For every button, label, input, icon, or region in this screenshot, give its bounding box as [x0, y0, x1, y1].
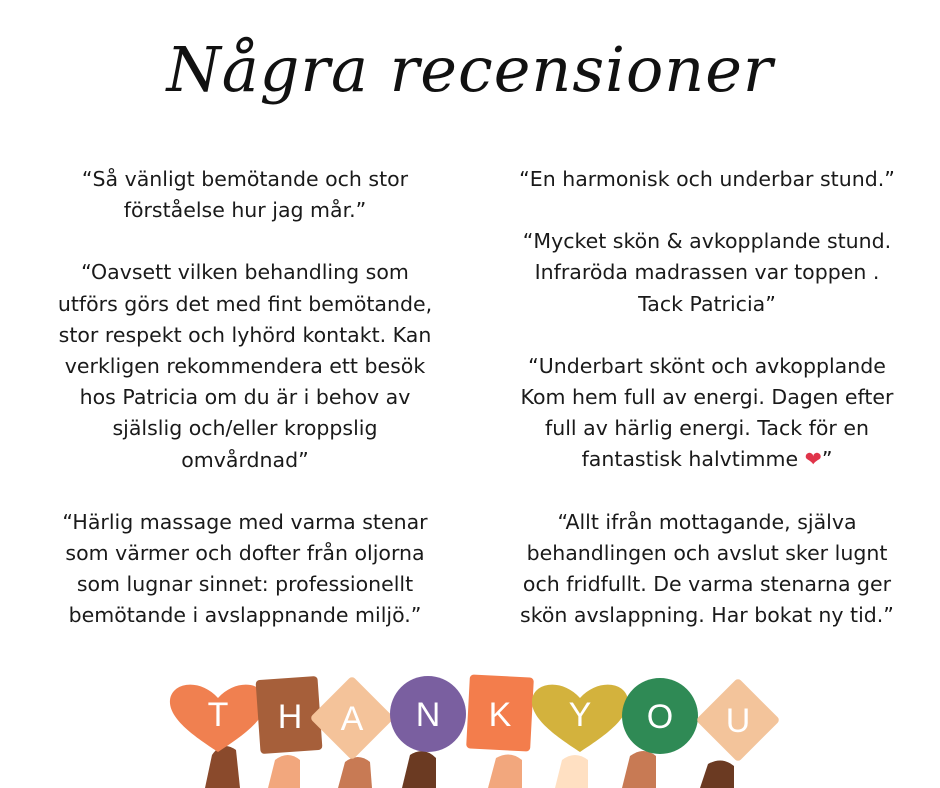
page-title: Några recensioner [166, 33, 774, 106]
thank-you-illustration [0, 660, 940, 788]
hand-icon [622, 751, 656, 788]
review-line: förståelse hur jag mår.” [123, 198, 367, 223]
card-letter: T [207, 696, 229, 734]
review-card [497, 164, 917, 195]
review-line: “Så vänligt bemötande och stor [81, 167, 409, 191]
review-line: omvårdnad” [181, 447, 309, 472]
review-line: skön avslappning. Har bokat ny tid.” [520, 603, 894, 628]
review-line-text: fantastisk halvtimme [581, 447, 799, 472]
closing-quote: ” [821, 447, 833, 472]
review-line: Infraröda madrassen var toppen . [534, 260, 880, 285]
review-line: utförs görs det med fint bemötande, [57, 291, 433, 316]
card-letter: O [646, 698, 674, 736]
review-line: “Mycket skön & avkopplande stund. [522, 229, 892, 254]
review-line: som värmer och dofter från oljorna [65, 541, 425, 566]
review-card [497, 351, 917, 476]
review-card [497, 226, 917, 320]
review-card [35, 257, 455, 475]
review-line: “Allt ifrån mottagande, själva [557, 509, 857, 534]
hand-icon [700, 760, 734, 788]
review-line: full av härlig energi. Tack för en [545, 416, 869, 441]
review-line: “Härlig massage med varma stenar [62, 509, 428, 534]
reviews-column-left [35, 164, 455, 663]
card-letter: K [488, 696, 512, 734]
card-letter: N [415, 696, 441, 734]
review-card [497, 507, 917, 632]
card-letter: H [277, 698, 303, 736]
review-card [35, 164, 455, 226]
review-line: behandlingen och avslut sker lugnt [526, 540, 888, 565]
review-line [497, 444, 917, 475]
review-line: hos Patricia om du är i behov av [79, 385, 411, 410]
review-line: själslig och/eller kroppslig [112, 416, 378, 441]
card-letter: A [340, 700, 364, 738]
review-line: som lugnar sinnet: professionellt [76, 572, 414, 597]
hand-icon [555, 755, 588, 788]
review-line: “Underbart skönt och avkopplande [528, 353, 886, 378]
heart-icon: ❤ [804, 447, 822, 472]
review-line: Kom hem full av energi. Dagen efter [520, 385, 894, 410]
review-line: “En harmonisk och underbar stund.” [519, 167, 895, 191]
card-letter: Y [568, 696, 592, 734]
review-card [35, 507, 455, 632]
review-line: verkligen rekommendera ett besök [64, 354, 426, 379]
hand-icon [488, 754, 522, 788]
card-letter: U [725, 702, 751, 740]
hand-icon [338, 757, 372, 788]
review-line: “Oavsett vilken behandling som [81, 260, 409, 285]
review-line: Tack Patricia” [638, 291, 776, 316]
hand-icon [402, 751, 436, 788]
review-line: bemötande i avslappnande miljö.” [68, 603, 422, 628]
reviews-column-right [497, 164, 917, 662]
hand-icon [205, 746, 240, 788]
review-line: stor respekt och lyhörd kontakt. Kan [58, 322, 432, 347]
review-line: och fridfullt. De varma stenarna ger [522, 572, 892, 597]
hand-icon [268, 755, 300, 788]
